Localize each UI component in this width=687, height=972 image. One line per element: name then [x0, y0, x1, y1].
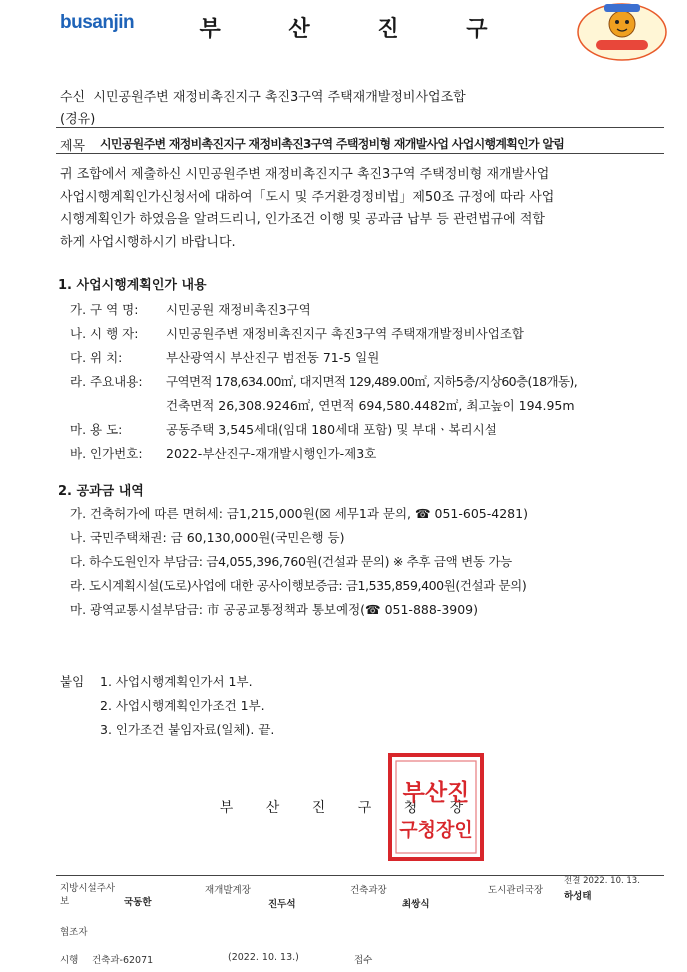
approver-title: 도시관리국장: [488, 885, 544, 896]
section1-item-value: 공동주택 3,545세대(임대 180세대 포함) 및 부대ㆍ복리시설: [166, 422, 497, 437]
section1-item-label: 가. 구 역 명:: [70, 302, 139, 317]
body-line: 귀 조합에서 제출하신 시민공원주변 재정비촉진지구 촉진3구역 주택정비형 재개발사업: [60, 167, 550, 182]
cooperator-label: 협조자: [60, 927, 88, 938]
issuer-signature: 부 산 진 구 청 장: [219, 800, 478, 816]
section1-item-label: 바. 인가번호:: [70, 446, 143, 461]
section1-item-value: 2022-부산진구-재개발시행인가-제3호: [166, 446, 377, 461]
body-paragraph: [60, 164, 665, 254]
subject-value: 시민공원주변 재정비촉진지구 재정비촉진3구역 주택정비형 재개발사업 사업시행계획인가 알림: [100, 137, 565, 151]
fee-item: 다. 하수도원인자 부담금: 금4,055,396,760원(건설과 문의) ※ 추후 금액 변동 가능: [70, 554, 512, 569]
section1-item-value: 부산광역시 부산진구 범전동 71-5 일원: [166, 350, 380, 365]
attachment-item: 2. 사업시행계획인가조건 1부.: [100, 698, 265, 713]
document-title: 부 산 진 구: [199, 17, 518, 42]
fee-item: 마. 광역교통시설부담금: 市 공공교통정책과 통보예정(☎ 051-888-3909): [70, 602, 479, 617]
divider: [56, 127, 664, 128]
official-seal: [387, 752, 485, 862]
section1-item-label: 마. 용 도:: [70, 422, 123, 437]
body-line: 사업시행계획인가신청서에 대하여「도시 및 주거환경정비법」제50조 규정에 따라 사업: [60, 189, 555, 205]
attachment-item: 1. 사업시행계획인가서 1부.: [100, 674, 253, 689]
approver-title: 재개발계장: [205, 885, 251, 896]
mascot-icon: [574, 0, 670, 62]
approver-name: 진두석: [268, 899, 296, 910]
seal-line: 구청장인: [399, 819, 473, 841]
body-line: 하게 사업시행하시기 바랍니다.: [60, 234, 236, 250]
fee-item: 라. 도시계획시설(도로)사업에 대한 공사이행보증금: 금1,535,859,400원(건설과 문의): [70, 578, 527, 593]
divider: [56, 153, 664, 154]
section1-item-value: 시민공원주변 재정비촉진지구 촉진3구역 주택재개발정비사업조합: [166, 326, 524, 341]
approval-note: 전결 2022. 10. 13.: [564, 876, 640, 886]
section1-heading: 1. 사업시행계획인가 내용: [58, 278, 207, 293]
recipient: [60, 86, 466, 105]
section1-item-label: 나. 시 행 자:: [70, 326, 139, 341]
enforcement-date: (2022. 10. 13.): [228, 952, 299, 963]
approver-name: 최쌍식: [402, 899, 430, 910]
section1-item-label: 라. 주요내용:: [70, 374, 143, 389]
approver-name: 국동한: [124, 897, 152, 908]
approver-title: 건축과장: [350, 885, 387, 896]
fee-item: 나. 국민주택채권: 금 60,130,000원(국민은행 등): [70, 530, 345, 545]
section1-item-label: 다. 위 치:: [70, 350, 123, 365]
busanjin-logo: busanjin: [60, 12, 135, 33]
enforcement-number: 건축과-62071: [92, 955, 154, 966]
attachment-item: 3. 인가조건 붙임자료(일체). 끝.: [100, 722, 275, 737]
attachments-label: 붙임: [60, 674, 85, 689]
enforcement-label: 시행: [60, 955, 79, 966]
fee-item: 가. 건축허가에 따른 면허세: 금1,215,000원(☒ 세무1과 문의, ☎ 051-605-4281): [70, 506, 528, 521]
via-line: (경유): [60, 112, 96, 127]
body-line: 시행계획인가 하였음을 알려드리니, 인가조건 이행 및 공과금 납부 등 관련법규에 적합: [60, 212, 545, 227]
recipient-value: 시민공원주변 재정비촉진지구 촉진3구역 주택재개발정비사업조합: [93, 90, 466, 105]
approver-title: 지방시설주사보: [60, 883, 116, 907]
section1-item-value: 건축면적 26,308.9246㎡, 연면적 694,580.4482㎡, 최고높이 194.95m: [166, 398, 575, 413]
subject-label: 제목: [60, 139, 86, 154]
section1-item-value: 구역면적 178,634.00㎡, 대지면적 129,489.00㎡, 지하5층/지상60층(18개동),: [166, 374, 578, 389]
seal-line: 부산진: [402, 780, 470, 806]
section1-item-value: 시민공원 재정비촉진3구역: [166, 302, 311, 317]
section2-heading: 2. 공과금 내역: [58, 484, 144, 499]
approver-name: 하성태: [564, 891, 592, 902]
receipt-label: 접수: [354, 955, 373, 966]
recipient-label: 수신: [60, 90, 86, 105]
